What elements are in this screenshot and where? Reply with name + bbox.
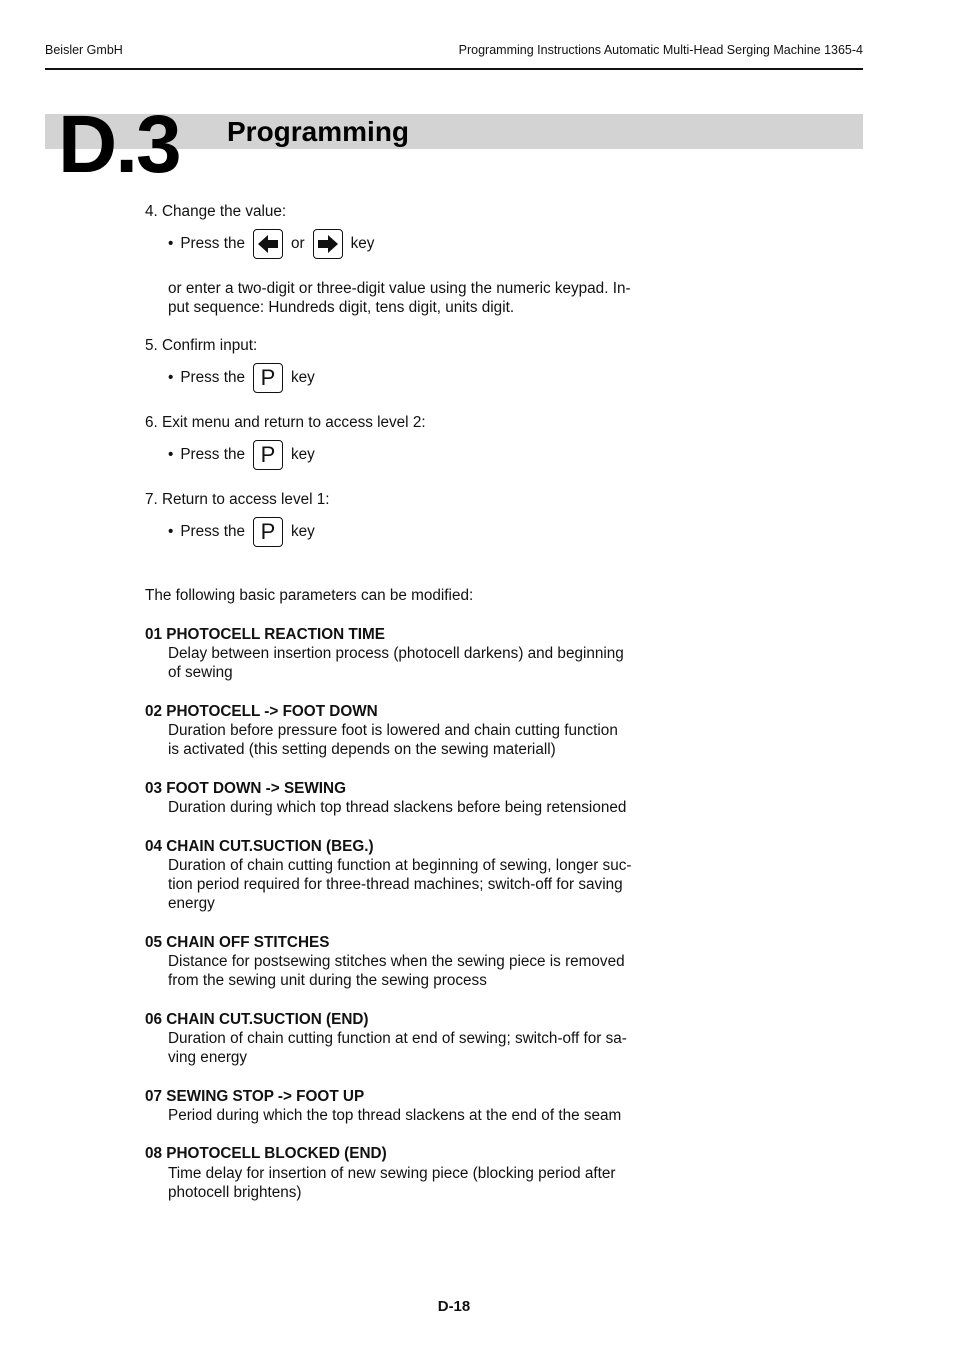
param-01-desc-line: of sewing bbox=[168, 664, 233, 681]
param-01-desc-line: Delay between insertion process (photocell darkens) and beginning bbox=[168, 645, 624, 662]
param-01-name: 01 PHOTOCELL REACTION TIME bbox=[145, 626, 385, 643]
param-03-name: 03 FOOT DOWN -> SEWING bbox=[145, 780, 346, 797]
bullet-dot: • bbox=[168, 235, 174, 253]
parameters-intro: The following basic parameters can be modified: bbox=[145, 587, 474, 604]
step-6-label: 6. Exit menu and return to access level 2: bbox=[145, 414, 426, 431]
header-doc-title: Programming Instructions Automatic Multi-Head Serging Machine 1365-4 bbox=[458, 43, 863, 57]
param-04-desc-line: energy bbox=[168, 895, 215, 912]
section-number: D.3 bbox=[58, 99, 180, 190]
step-4-note-line-2: put sequence: Hundreds digit, tens digit, units digit. bbox=[168, 299, 515, 316]
p-key bbox=[253, 440, 283, 470]
param-04-desc-line: Duration of chain cutting function at beginning of sewing, longer suc- bbox=[168, 857, 632, 874]
right-arrow-key bbox=[313, 229, 343, 259]
press-the-text: Press the bbox=[180, 446, 245, 464]
param-07-name: 07 SEWING STOP -> FOOT UP bbox=[145, 1088, 365, 1105]
key-text: key bbox=[290, 446, 315, 464]
p-key-label: P bbox=[260, 365, 276, 390]
step-4-label: 4. Change the value: bbox=[145, 203, 287, 220]
section-title: Programming bbox=[227, 116, 410, 147]
or-text: or bbox=[290, 235, 305, 253]
param-08-name: 08 PHOTOCELL BLOCKED (END) bbox=[145, 1145, 387, 1162]
param-02-desc-line: is activated (this setting depends on the sewing materiall) bbox=[168, 741, 556, 758]
p-key-label: P bbox=[260, 519, 276, 544]
left-arrow-key bbox=[253, 229, 283, 259]
param-02-desc-line: Duration before pressure foot is lowered and chain cutting function bbox=[168, 722, 618, 739]
press-the-text: Press the bbox=[180, 369, 245, 387]
left-arrow-icon bbox=[257, 234, 279, 254]
step-5-bullet bbox=[168, 362, 315, 394]
right-arrow-icon bbox=[317, 234, 339, 254]
step-4-note-line-1: or enter a two-digit or three-digit value using the numeric keypad. In- bbox=[168, 280, 631, 297]
param-07-desc-line: Period during which the top thread slackens at the end of the seam bbox=[168, 1107, 622, 1124]
param-05-desc-line: from the sewing unit during the sewing process bbox=[168, 972, 487, 989]
step-7-bullet bbox=[168, 516, 315, 548]
p-key-label: P bbox=[260, 442, 276, 467]
param-05-name: 05 CHAIN OFF STITCHES bbox=[145, 934, 330, 951]
param-05-desc-line: Distance for postsewing stitches when the sewing piece is removed bbox=[168, 953, 625, 970]
key-text: key bbox=[350, 235, 375, 253]
header-rule bbox=[45, 68, 863, 70]
param-04-name: 04 CHAIN CUT.SUCTION (BEG.) bbox=[145, 838, 374, 855]
key-text: key bbox=[290, 523, 315, 541]
page-number: D-18 bbox=[437, 1298, 471, 1315]
bullet-dot: • bbox=[168, 369, 174, 387]
param-08-desc-line: photocell brightens) bbox=[168, 1184, 302, 1201]
step-5-label: 5. Confirm input: bbox=[145, 337, 258, 354]
param-03-desc-line: Duration during which top thread slackens before being retensioned bbox=[168, 799, 627, 816]
param-02-name: 02 PHOTOCELL -> FOOT DOWN bbox=[145, 703, 378, 720]
press-the-text: Press the bbox=[180, 235, 245, 253]
p-key bbox=[253, 363, 283, 393]
bullet-dot: • bbox=[168, 523, 174, 541]
step-6-bullet bbox=[168, 439, 315, 471]
step-4-bullet bbox=[168, 228, 374, 260]
param-06-desc-line: Duration of chain cutting function at end of sewing; switch-off for sa- bbox=[168, 1030, 627, 1047]
param-04-desc-line: tion period required for three-thread machines; switch-off for saving bbox=[168, 876, 623, 893]
bullet-dot: • bbox=[168, 446, 174, 464]
press-the-text: Press the bbox=[180, 523, 245, 541]
param-08-desc-line: Time delay for insertion of new sewing piece (blocking period after bbox=[168, 1165, 616, 1182]
p-key bbox=[253, 517, 283, 547]
header-company: Beisler GmbH bbox=[45, 43, 123, 57]
step-7-label: 7. Return to access level 1: bbox=[145, 491, 330, 508]
key-text: key bbox=[290, 369, 315, 387]
param-06-name: 06 CHAIN CUT.SUCTION (END) bbox=[145, 1011, 369, 1028]
param-06-desc-line: ving energy bbox=[168, 1049, 248, 1066]
